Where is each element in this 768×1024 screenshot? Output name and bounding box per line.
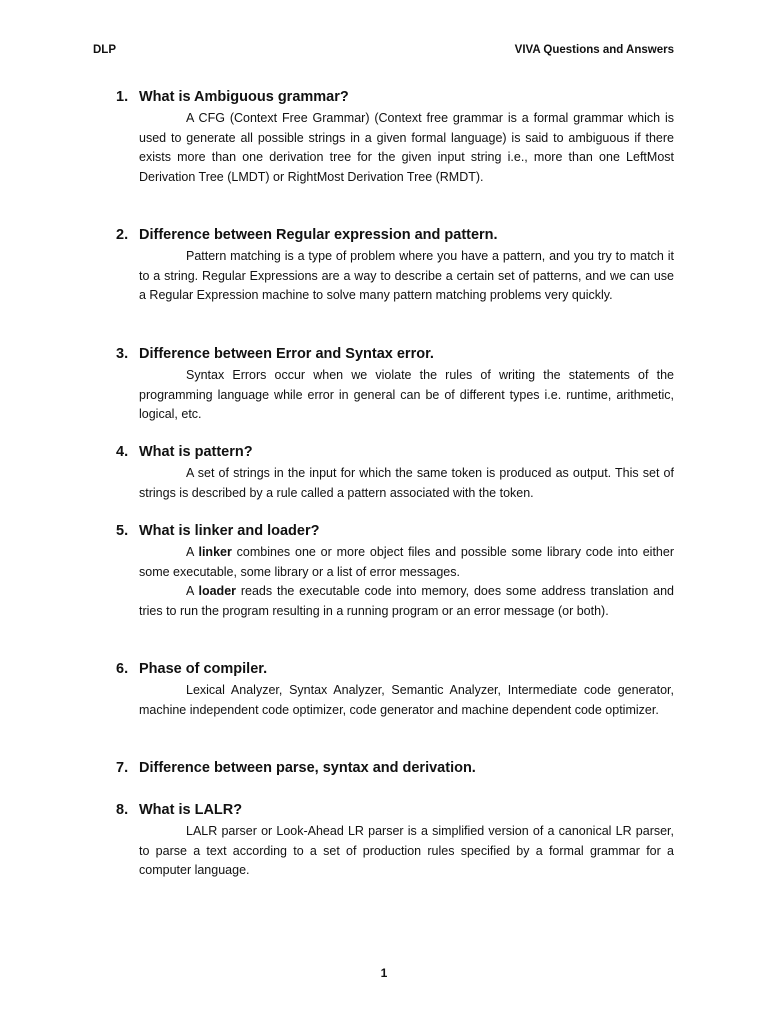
question-number: 1. [116,89,129,105]
answer-text [139,822,674,881]
question-title: Difference between Regular expression and pattern. [139,227,498,243]
answer-paragraph: Lexical Analyzer, Syntax Analyzer, Semantic Analyzer, Intermediate code generator, machine independent code optimizer, code generator and machine dependent code optimizer. [139,683,674,717]
question-title: Difference between Error and Syntax error. [139,346,434,362]
answer-text [139,109,674,187]
question-heading [116,444,253,460]
question-title: What is pattern? [139,444,253,460]
question-title: What is Ambiguous grammar? [139,89,349,105]
question-heading [116,802,242,818]
question-number: 6. [116,661,129,677]
answer-text [139,543,674,621]
question-heading [116,661,267,677]
answer-text [139,247,674,306]
answer-text [139,464,674,503]
linker-paragraph [139,543,674,582]
answer-paragraph: A CFG (Context Free Grammar) (Context free grammar is a formal grammar which is used to generate all possible strings in a given formal language) is said to ambiguous if there exists more than one derivation tree for the given input string i.e., more than one LeftMost Derivation Tree (LMDT) or RightMost Derivation Tree (RMDT). [139,111,674,184]
header-right: VIVA Questions and Answers [514,44,674,56]
question-number: 5. [116,523,129,539]
answer-paragraph: Syntax Errors occur when we violate the rules of writing the statements of the programming language while error in general can be of different types i.e. runtime, arithmetic, logical, etc. [139,368,674,421]
linker-keyword: linker [198,545,232,559]
linker-post: combines one or more object files and possible some library code into either some executable, some library or a list of error messages. [139,545,674,579]
linker-pre: A [186,545,199,559]
loader-keyword: loader [198,584,237,598]
question-number: 3. [116,346,129,362]
answer-text [139,681,674,720]
question-number: 8. [116,802,129,818]
answer-paragraph: LALR parser or Look-Ahead LR parser is a simplified version of a canonical LR parser, to parse a text according to a set of production rules specified by a formal grammar for a computer language. [139,824,674,877]
question-number: 2. [116,227,129,243]
question-number: 4. [116,444,129,460]
question-title: What is LALR? [139,802,243,818]
question-heading [116,523,319,539]
answer-paragraph: Pattern matching is a type of problem where you have a pattern, and you try to match it to a string. Regular Expressions are a way to describe a certain set of patterns, and we can use a Regular Expression machine to solve many pattern matching problems very quickly. [139,249,674,302]
question-heading [116,227,498,243]
question-heading [116,89,349,105]
header-left: DLP [93,44,116,56]
loader-pre: A [186,584,199,598]
loader-post: reads the executable code into memory, does some address translation and tries to run the program resulting in a running program or an error message (or both). [139,584,674,618]
loader-paragraph [139,582,674,621]
question-title: Phase of compiler. [139,661,268,677]
question-heading [116,760,476,776]
question-title: What is linker and loader? [139,523,320,539]
answer-paragraph: A set of strings in the input for which the same token is produced as output. This set of strings is described by a rule called a pattern associated with the token. [139,466,674,500]
answer-text [139,366,674,425]
question-heading [116,346,434,362]
question-title: Difference between parse, syntax and derivation. [139,760,476,776]
page-number: 1 [380,966,388,980]
question-number: 7. [116,760,129,776]
